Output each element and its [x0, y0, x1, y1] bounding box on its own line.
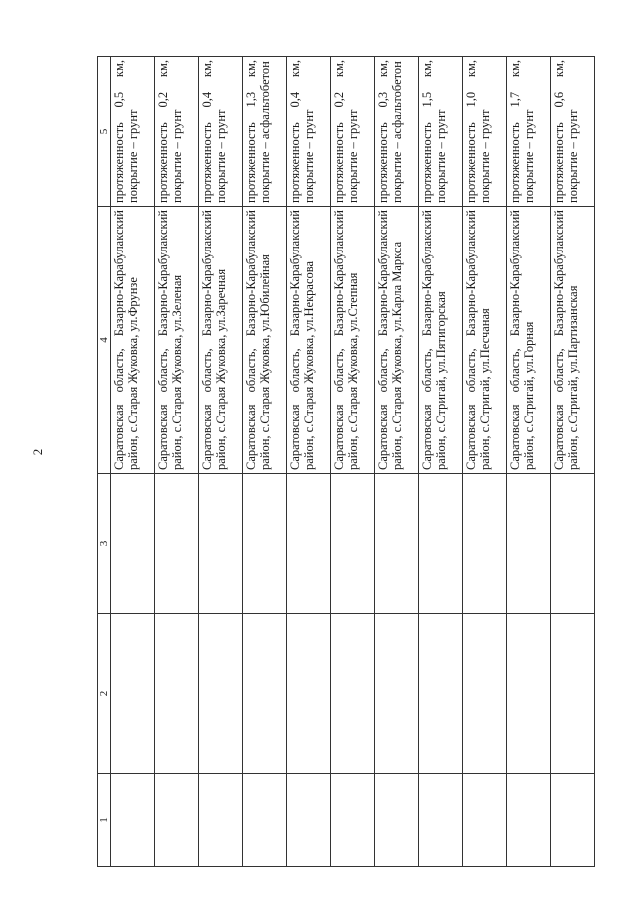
name-cell — [199, 614, 243, 774]
description-cell: протяженность 1,0 км, покрытие – грунт — [463, 57, 507, 207]
id-cell — [331, 474, 375, 614]
header-col-4: 4 — [98, 207, 111, 474]
table-row — [551, 57, 595, 867]
address-cell: Саратовская область, Базарно-Карабулакский район, с.Стригай, ул.Горная — [507, 207, 551, 474]
number-cell — [111, 774, 155, 867]
address-cell: Саратовская область, Базарно-Карабулакский район, с.Старая Жуковка, ул.Некрасова — [287, 207, 331, 474]
id-cell — [111, 474, 155, 614]
number-cell — [507, 774, 551, 867]
id-cell — [155, 474, 199, 614]
description-cell: протяженность 1,7 км, покрытие – грунт — [507, 57, 551, 207]
table-row — [287, 57, 331, 867]
id-cell — [199, 474, 243, 614]
address-cell: Саратовская область, Базарно-Карабулакский район, с.Старая Жуковка, ул.Зеленая — [155, 207, 199, 474]
number-cell — [155, 774, 199, 867]
id-cell — [507, 474, 551, 614]
header-col-5: 5 — [98, 57, 111, 207]
address-cell: Саратовская область, Базарно-Карабулакский район, с.Старая Жуковка, ул.Фрунзе — [111, 207, 155, 474]
address-cell: Саратовская область, Базарно-Карабулакский район, с.Старая Жуковка, ул.Карла Маркса — [375, 207, 419, 474]
header-col-2: 2 — [98, 614, 111, 774]
address-cell: Саратовская область, Базарно-Карабулакский район, с.Стригай, ул.Пятигорская — [419, 207, 463, 474]
name-cell — [375, 614, 419, 774]
name-cell — [551, 614, 595, 774]
rotated-table-wrapper — [97, 57, 625, 867]
number-cell — [463, 774, 507, 867]
number-cell — [199, 774, 243, 867]
name-cell — [287, 614, 331, 774]
description-cell: протяженность 0,5 км, покрытие – грунт — [111, 57, 155, 207]
number-cell — [243, 774, 287, 867]
id-cell — [287, 474, 331, 614]
header-col-3: 3 — [98, 474, 111, 614]
table-row — [111, 57, 155, 867]
name-cell — [331, 614, 375, 774]
number-cell — [551, 774, 595, 867]
id-cell — [419, 474, 463, 614]
address-cell: Саратовская область, Базарно-Карабулакский район, с.Старая Жуковка, ул.Юбилейная — [243, 207, 287, 474]
table-row — [331, 57, 375, 867]
id-cell — [463, 474, 507, 614]
id-cell — [375, 474, 419, 614]
name-cell — [243, 614, 287, 774]
page-number: 2 — [30, 448, 45, 456]
description-cell: протяженность 0,4 км, покрытие – грунт — [199, 57, 243, 207]
name-cell — [111, 614, 155, 774]
description-cell: протяженность 0,2 км, покрытие – грунт — [155, 57, 199, 207]
table-row — [419, 57, 463, 867]
name-cell — [463, 614, 507, 774]
table-header-row — [98, 57, 111, 867]
description-cell: протяженность 0,3 км, покрытие – асфальтобетон — [375, 57, 419, 207]
name-cell — [419, 614, 463, 774]
description-cell: протяженность 0,4 км, покрытие – грунт — [287, 57, 331, 207]
table-row — [463, 57, 507, 867]
description-cell: протяженность 0,6 км, покрытие – грунт — [551, 57, 595, 207]
description-cell: протяженность 0,2 км, покрытие – грунт — [331, 57, 375, 207]
number-cell — [419, 774, 463, 867]
address-cell: Саратовская область, Базарно-Карабулакский район, с.Старая Жуковка, ул.Заречная — [199, 207, 243, 474]
name-cell — [155, 614, 199, 774]
number-cell — [287, 774, 331, 867]
header-col-1: 1 — [98, 774, 111, 867]
table-row — [243, 57, 287, 867]
address-cell: Саратовская область, Базарно-Карабулакский район, с.Стригай, ул.Песчаная — [463, 207, 507, 474]
address-cell: Саратовская область, Базарно-Карабулакский район, с.Старая Жуковка, ул.Степная — [331, 207, 375, 474]
id-cell — [243, 474, 287, 614]
table-row — [199, 57, 243, 867]
id-cell — [551, 474, 595, 614]
name-cell — [507, 614, 551, 774]
address-cell: Саратовская область, Базарно-Карабулакский район, с.Стригай, ул.Партизанская — [551, 207, 595, 474]
table-row — [375, 57, 419, 867]
table-row — [507, 57, 551, 867]
road-register-table — [97, 56, 595, 867]
table-row — [155, 57, 199, 867]
number-cell — [331, 774, 375, 867]
description-cell: протяженность 1,5 км, покрытие – грунт — [419, 57, 463, 207]
description-cell: протяженность 1,3 км, покрытие – асфальтобетон — [243, 57, 287, 207]
number-cell — [375, 774, 419, 867]
